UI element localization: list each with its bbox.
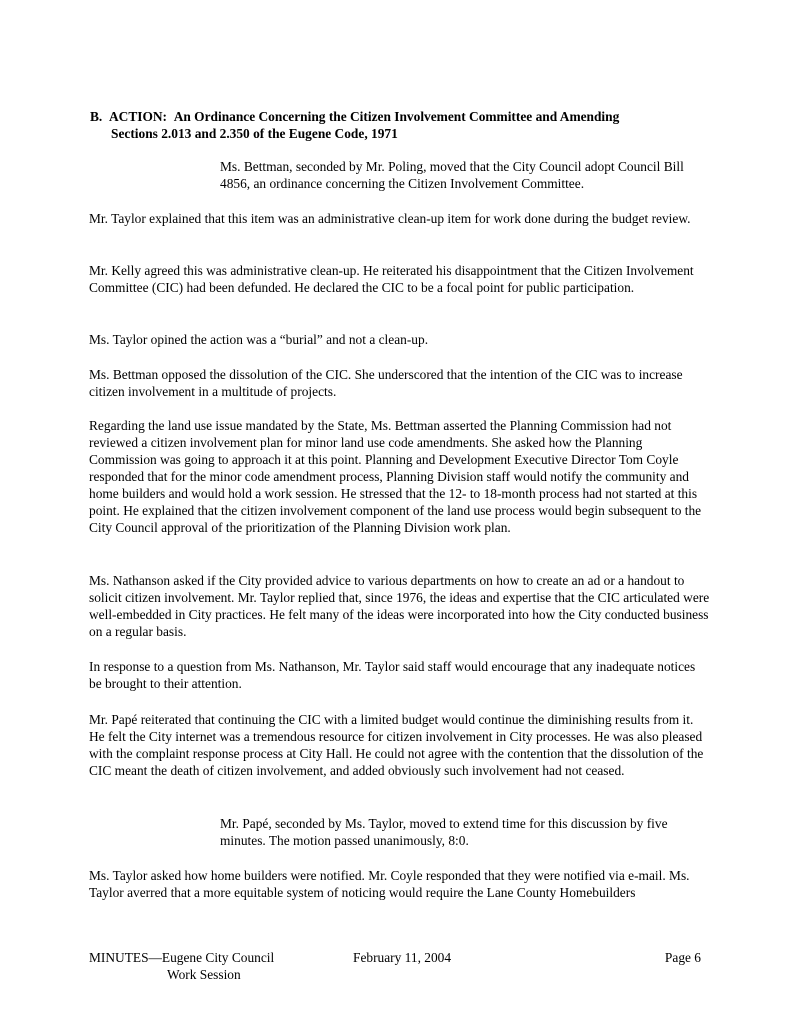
paragraph: Ms. Taylor asked how home builders were notified. Mr. Coyle responded that they were notified via e-mail. Ms. Taylor averred that a more equitable system of noticing would require the Lane County Homebuilders (89, 868, 690, 900)
page-footer (89, 949, 701, 989)
paragraph: Regarding the land use issue mandated by the State, Ms. Bettman asserted the Planning Commission had not reviewed a citizen involvement plan for minor land use code amendments. She asked how the Planning Commission was going to approach it at this point. Planning and Development Executive Director Tom Coyle responded that for the minor code amendment process, Planning Division staff would notify the community and home builders and would hold a work session. He stressed that the 12- to 18-month process had not started at this point. He explained that the citizen involvement component of the land use process would begin subsequent to the City Council approval of the prioritization of the Planning Division work plan. (89, 418, 702, 535)
page-number: Page 6 (664, 950, 701, 965)
section-heading (90, 108, 710, 142)
paragraph: Mr. Kelly agreed this was administrative clean-up. He reiterated his disappointment that the Citizen Involvement Committee (CIC) had been defunded. He declared the CIC to be a focal point for public participation. (89, 263, 694, 295)
section-heading-line-1: B. ACTION: An Ordinance Concerning the Citizen Involvement Committee and Amending (90, 109, 620, 124)
footer-date: February 11, 2004 (353, 950, 452, 965)
footer-title: MINUTES—Eugene City Council (89, 950, 275, 965)
paragraph: Ms. Taylor opined the action was a “burial” and not a clean-up. (89, 332, 429, 347)
paragraph: In response to a question from Ms. Nathanson, Mr. Taylor said staff would encourage that any inadequate notices be brought to their attention. (89, 659, 696, 691)
paragraph: Ms. Nathanson asked if the City provided advice to various departments on how to create an ad or a handout to solicit citizen involvement. Mr. Taylor replied that, since 1976, the ideas and expertise that the CIC articulated were well-embedded in City practices. He felt many of the ideas were incorporated into how the City conducted business on a regular basis. (89, 573, 710, 639)
paragraph: Mr. Papé reiterated that continuing the CIC with a limited budget would continue the diminishing results from it. He felt the City internet was a tremendous resource for citizen involvement in City processes. He was also pleased with the complaint response process at City Hall. He could not agree with the contention that the dissolution of the CIC meant the death of citizen involvement, and added obviously such involvement had not ceased. (89, 712, 704, 778)
motion-text: Mr. Papé, seconded by Ms. Taylor, moved to extend time for this discussion by five minutes. The motion passed unanimously, 8:0. (220, 816, 668, 848)
section-heading-line-2: Sections 2.013 and 2.350 of the Eugene Code, 1971 (111, 126, 398, 141)
paragraph: Mr. Taylor explained that this item was an administrative clean-up item for work done during the budget review. (89, 211, 691, 226)
motion-text: Ms. Bettman, seconded by Mr. Poling, moved that the City Council adopt Council Bill 4856, an ordinance concerning the Citizen Involvement Committee. (220, 159, 684, 191)
paragraph: Ms. Bettman opposed the dissolution of the CIC. She underscored that the intention of the CIC was to increase citizen involvement in a multitude of projects. (89, 367, 683, 399)
footer-subtitle: Work Session (167, 967, 241, 982)
